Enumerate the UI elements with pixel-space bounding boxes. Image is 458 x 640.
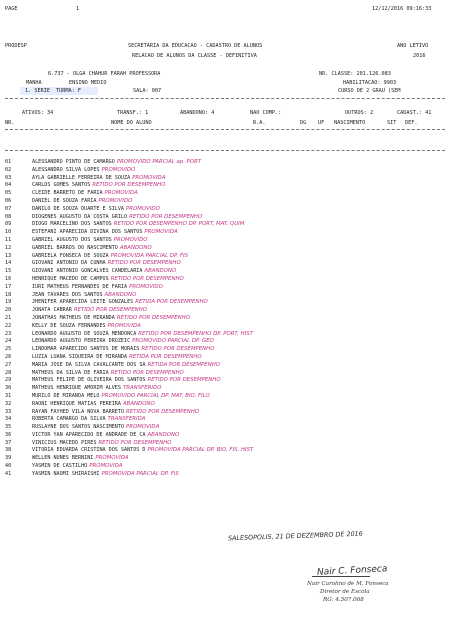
student-name: ALESSANDRO SILVA LOPES <box>32 166 100 173</box>
student-name: ALESSANDRO PINTO DE CAMARGO <box>32 159 115 165</box>
col-ra: R.A. <box>253 120 266 126</box>
system-name: PRODESP <box>5 43 27 49</box>
handwritten-status: PROMOVIDA <box>95 455 129 462</box>
student-number: 05 <box>5 190 12 197</box>
student-number: 18 <box>5 291 12 298</box>
student-name: RUSLAYNE DOS SANTOS NASCIMENTO <box>32 424 125 431</box>
signer-rg: RG: 4.507.068 <box>323 597 364 603</box>
student-number: 29 <box>5 377 12 384</box>
student-name: GIOVANI ANTONIO DA CUNHA <box>32 260 106 267</box>
signature-scribble: Nair C. Fonseca <box>316 564 388 578</box>
student-number: 15 <box>5 268 12 275</box>
student-name: GIOVANI ANTONIO GONCALVES CANDELARIA <box>32 268 143 275</box>
student-name: JHENIFER APARECIDA LEITE GONZALES <box>32 299 134 306</box>
student-number: 37 <box>5 439 12 446</box>
handwritten-status: PROMOVIDO <box>126 205 160 212</box>
secretaria-title: SECRETARIA DA EDUCACAO - CADASTRO DE ALUNOS <box>128 43 263 49</box>
table-row <box>5 253 445 261</box>
handwritten-status: PROMOVIDO PARCIAL ap. PORT <box>116 159 202 165</box>
page-number: 1 <box>76 6 80 12</box>
print-datetime: 12/12/2016 09:16:33 <box>372 6 432 12</box>
table-row <box>5 440 445 448</box>
place-date: SALESOPOLIS, 21 DE DEZEMBRO DE 2016 <box>227 529 363 543</box>
student-number: 26 <box>5 353 12 360</box>
table-row <box>5 307 445 315</box>
table-row <box>5 276 445 284</box>
table-row <box>5 284 445 292</box>
student-name: LINDOMAR APARECIDO SANTOS DE MORAIS <box>32 346 140 353</box>
student-name: LUZIA LUANA SIQUEIRA DE MIRANDA <box>32 353 128 360</box>
table-row <box>5 354 445 362</box>
handwritten-status: ABANDONO <box>147 431 180 438</box>
student-number: 28 <box>5 369 12 376</box>
table-row <box>5 268 445 276</box>
table-row <box>5 455 445 463</box>
student-name: LEONARDO AUGUSTO PEREIRA DROZEIC <box>32 338 131 345</box>
col-def: DEF. <box>405 120 418 126</box>
habilitacao: HABILITACAO: 9903 <box>343 80 397 86</box>
handwritten-status: PROMOVIDA <box>89 463 123 470</box>
ano-letivo-label: ANO LETIVO <box>397 43 429 49</box>
handwritten-status: ABANDONO <box>104 291 137 298</box>
student-name: IURI MATHEUS FERNANDES DE FARIA <box>32 283 128 290</box>
student-name: AYLA GABRIELLE FERREIRA DE SOUZA <box>32 174 131 181</box>
separator-header <box>5 129 445 130</box>
stat-outros: OUTROS: 2 <box>345 110 374 116</box>
handwritten-status: RETIDO POR DESEMPENHO <box>73 307 147 314</box>
table-row <box>5 245 445 253</box>
student-number: 16 <box>5 275 12 282</box>
table-row <box>5 206 445 214</box>
student-number: 07 <box>5 205 12 212</box>
course: CURSO DE 2 GRAU (SEM <box>338 88 401 94</box>
student-name: YASMIN NAOMI SHIRAISHI <box>32 470 100 477</box>
student-number: 21 <box>5 314 12 321</box>
student-name: VINICIUS MACEDO PIRES <box>32 439 97 446</box>
handwritten-status: RETIDO POR DESEMPENHO <box>107 260 181 267</box>
stat-cadast: CADAST.: 41 <box>397 110 432 116</box>
col-sit: SIT <box>387 120 397 126</box>
table-row <box>5 323 445 331</box>
student-name: DANILO DE SOUZA DUARTE E SILVA <box>32 205 125 212</box>
student-number: 40 <box>5 463 12 470</box>
handwritten-status: RETIDA POR DESEMPENHO <box>129 353 202 360</box>
student-number: 01 <box>5 159 12 165</box>
student-number: 34 <box>5 416 12 423</box>
col-nascimento: NASCIMENTO <box>334 120 366 126</box>
student-number: 06 <box>5 197 12 204</box>
student-number: 19 <box>5 299 12 306</box>
student-name: RAYAN FAYHED VILA NOVA BARRETO <box>32 408 125 415</box>
period: MANHA <box>26 80 42 86</box>
table-row <box>5 237 445 245</box>
handwritten-status: PROMOVIDA <box>126 424 160 431</box>
col-nr: NR. <box>5 120 15 126</box>
student-number: 32 <box>5 400 12 407</box>
table-row <box>5 229 445 237</box>
handwritten-status: RETIDO POR DESEMPENHO DP. PORT, MAT, QUIM <box>113 221 245 228</box>
handwritten-status: ABANDONO <box>119 244 152 251</box>
student-name: DIOGENES AUGUSTO DA COSTA GRILO <box>32 213 128 220</box>
table-row <box>5 447 445 455</box>
student-number: 14 <box>5 260 12 267</box>
student-name: ESTEFANI APARECIDA DIVINA DOS SANTOS <box>32 229 143 236</box>
table-row <box>5 167 445 175</box>
student-number: 33 <box>5 408 12 415</box>
table-row <box>5 385 445 393</box>
student-number: 11 <box>5 236 12 243</box>
handwritten-status: PROMOVIDA <box>132 174 166 181</box>
student-name: MATHEUS HENRIQUE AMORIM ALVES <box>32 385 121 392</box>
student-name: CARLOS GOMES SANTOS <box>32 182 91 189</box>
room: SALA: 007 <box>133 88 162 94</box>
separator-top <box>5 98 445 99</box>
student-number: 39 <box>5 455 12 462</box>
signer-name: Nair Carolino de M. Fonseca <box>307 581 389 587</box>
student-name: RAONI HENRIQUE MATIAS PEREIRA <box>32 400 121 407</box>
table-row <box>5 214 445 222</box>
table-row <box>5 471 445 479</box>
student-name: GABRIEL BARROS DO NASCIMENTO <box>32 244 118 251</box>
class-number: NR. CLASSE: 201.126.083 <box>319 71 391 77</box>
table-row <box>5 401 445 409</box>
student-number: 27 <box>5 361 12 368</box>
student-number: 17 <box>5 283 12 290</box>
signer-title: Diretor de Escola <box>320 589 370 595</box>
handwritten-status: PROMOVIDO <box>129 283 163 290</box>
handwritten-status: RETIDO POR DESEMPENHO <box>110 369 184 376</box>
table-row <box>5 338 445 346</box>
handwritten-status: RETIDO POR DESEMPENHO <box>141 346 215 353</box>
handwritten-status: PROMOVIDO <box>113 236 148 243</box>
student-number: 25 <box>5 346 12 353</box>
handwritten-status: PROMOVIDA PARCIAL DP. FIS <box>101 470 179 477</box>
student-name: KELLY DE SOUZA FERNANDES <box>32 322 106 329</box>
table-row <box>5 221 445 229</box>
table-row <box>5 416 445 424</box>
table-row <box>5 346 445 354</box>
table-row <box>5 299 445 307</box>
handwritten-status: RETIDA POR DESEMPENHO <box>135 299 208 306</box>
grade: 1. SERIE <box>25 88 50 94</box>
handwritten-status: RETIDA POR DESEMPENHO <box>147 361 221 368</box>
table-row <box>5 190 445 198</box>
student-number: 31 <box>5 392 12 399</box>
relacao-title: RELACAO DE ALUNOS DA CLASSE - DEFINITIVA <box>132 53 257 59</box>
student-name: GABRIEL AUGUSTO DOS SANTOS <box>32 236 112 243</box>
table-row <box>5 424 445 432</box>
student-number: 38 <box>5 447 12 454</box>
table-row <box>5 370 445 378</box>
student-number: 08 <box>5 213 12 220</box>
student-number: 41 <box>5 470 12 477</box>
table-row <box>5 393 445 401</box>
table-row <box>5 377 445 385</box>
signature-line <box>312 576 370 577</box>
ano-letivo-value: 2016 <box>413 53 426 59</box>
table-row <box>5 362 445 370</box>
handwritten-status: TRANSFERIDA <box>107 416 146 423</box>
handwritten-status: RETIDO POR DESEMPENHO DP. PORT, HIST <box>138 330 253 337</box>
student-name: MARIA JOSE DA SILVA CAVALCANTE DOS SA <box>32 361 146 368</box>
table-row <box>5 182 445 190</box>
student-name: VITORIA EDUARDA CRISTINA DOS SANTOS D <box>32 447 146 454</box>
handwritten-status: RETIDO POR DESEMPENHO <box>147 377 221 384</box>
student-number: 35 <box>5 424 12 431</box>
student-number: 20 <box>5 307 12 314</box>
student-number: 02 <box>5 166 12 173</box>
handwritten-status: ABANDONO <box>144 268 177 275</box>
student-number: 30 <box>5 385 12 392</box>
student-name: MATHEUS DA SILVA DE FARIA <box>32 369 109 376</box>
student-name: DIOGO MARCELINO DOS SANTOS <box>32 221 112 228</box>
student-number: 23 <box>5 330 12 337</box>
student-number: 36 <box>5 431 12 438</box>
student-number: 24 <box>5 338 12 345</box>
table-row <box>5 331 445 339</box>
handwritten-status: PROMOVIDO <box>98 197 133 204</box>
col-nome: NOME DO ALUNO <box>111 120 152 126</box>
handwritten-status: RETIDO POR DESEMPENHO <box>126 408 200 415</box>
page-label: PAGE <box>5 6 18 12</box>
turma: TURMA: F <box>56 88 81 94</box>
student-name: YASMIN DE CASTILHO <box>32 463 88 470</box>
student-name: HENRIQUE MACEDO DE CAMPOS <box>32 275 109 282</box>
stat-abandono: ABANDONO: 4 <box>180 110 215 116</box>
table-row <box>5 175 445 183</box>
table-row <box>5 198 445 206</box>
stat-nao-comp: NAO COMP.: <box>250 110 282 116</box>
student-number: 22 <box>5 322 12 329</box>
student-name: VICTOR YAN APARECIDO DE ANDRADE DE CA <box>32 431 146 438</box>
handwritten-status: PROMOVIDO PARCIAL DP. GEO <box>132 338 214 345</box>
student-number: 10 <box>5 229 12 236</box>
student-name: JEAN TAVARES DOS SANTOS <box>32 291 103 298</box>
handwritten-status: PROMOVIDA <box>104 190 138 197</box>
handwritten-status: PROMOVIDA <box>144 229 178 236</box>
handwritten-status: RETIDO POR DESEMPENHO <box>92 182 166 189</box>
student-number: 13 <box>5 252 12 259</box>
handwritten-status: PROMOVIDA <box>107 322 141 329</box>
student-name: MURILO DE MIRANDA MELO <box>32 392 100 399</box>
handwritten-status: PROMOVIDO <box>101 166 136 173</box>
student-number: 04 <box>5 182 12 189</box>
student-name: MATHEUS FELIPE DE OLIVEIRA DOS SANTOS <box>32 377 146 384</box>
handwritten-status: RETIDO POR DESEMPENHO <box>98 439 172 446</box>
student-name: CLEIDE BARRETO DE FARIA <box>32 190 103 197</box>
col-dg: DG <box>300 120 307 126</box>
handwritten-status: PROMOVIDA PARCIAL DP. FIS <box>110 252 189 259</box>
table-row <box>5 292 445 300</box>
separator-list <box>5 150 445 151</box>
student-name: WELLEN NUNES BERNINI <box>32 455 94 462</box>
student-number: 03 <box>5 174 12 181</box>
table-row <box>5 463 445 471</box>
school-name: 6.737 - OLGA CHAHUR FARAH PROFESSORA <box>48 71 161 77</box>
table-row <box>5 409 445 417</box>
table-row <box>5 432 445 440</box>
stat-ativos: ATIVOS: 34 <box>22 110 54 116</box>
handwritten-status: RETIDO POR DESEMPENHO <box>110 275 184 282</box>
student-number: 09 <box>5 221 12 228</box>
student-name: LEONARDO AUGUSTO DE SOUZA MENDONCA <box>32 330 137 337</box>
student-name: JONATHAS MATHEUS DE MIRANDA <box>32 314 115 321</box>
student-name: ROBERTA CAMARGO DA SILVA <box>32 416 106 423</box>
student-number: 12 <box>5 244 12 251</box>
handwritten-status: PROMOVIDA PARCIAL DP. BIO, FIS, HIST <box>147 447 254 454</box>
handwritten-status: RETIDO POR DESEMPENHO <box>116 314 190 321</box>
handwritten-status: RETIDO POR DESEMPENHO <box>129 213 203 220</box>
table-row <box>5 315 445 323</box>
stat-transf: TRANSF.: 1 <box>117 110 149 116</box>
handwritten-status: PROMOVIDO PARCIAL DP. MAT, BIO, FILO <box>101 392 210 399</box>
student-name: DANIEL DE SOUZA FARIA <box>32 197 97 204</box>
col-uf: UF <box>318 120 325 126</box>
table-row <box>5 260 445 268</box>
table-row <box>5 159 445 167</box>
student-name: JONATA CABRAR <box>32 307 72 314</box>
education-level: ENSINO MEDIO <box>69 80 107 86</box>
handwritten-status: TRANSFERIDO <box>122 385 162 392</box>
student-list <box>5 159 445 479</box>
handwritten-status: ABANDONO <box>122 400 155 407</box>
student-name: GABRIELA FONSECA DE SOUZA <box>32 252 109 259</box>
